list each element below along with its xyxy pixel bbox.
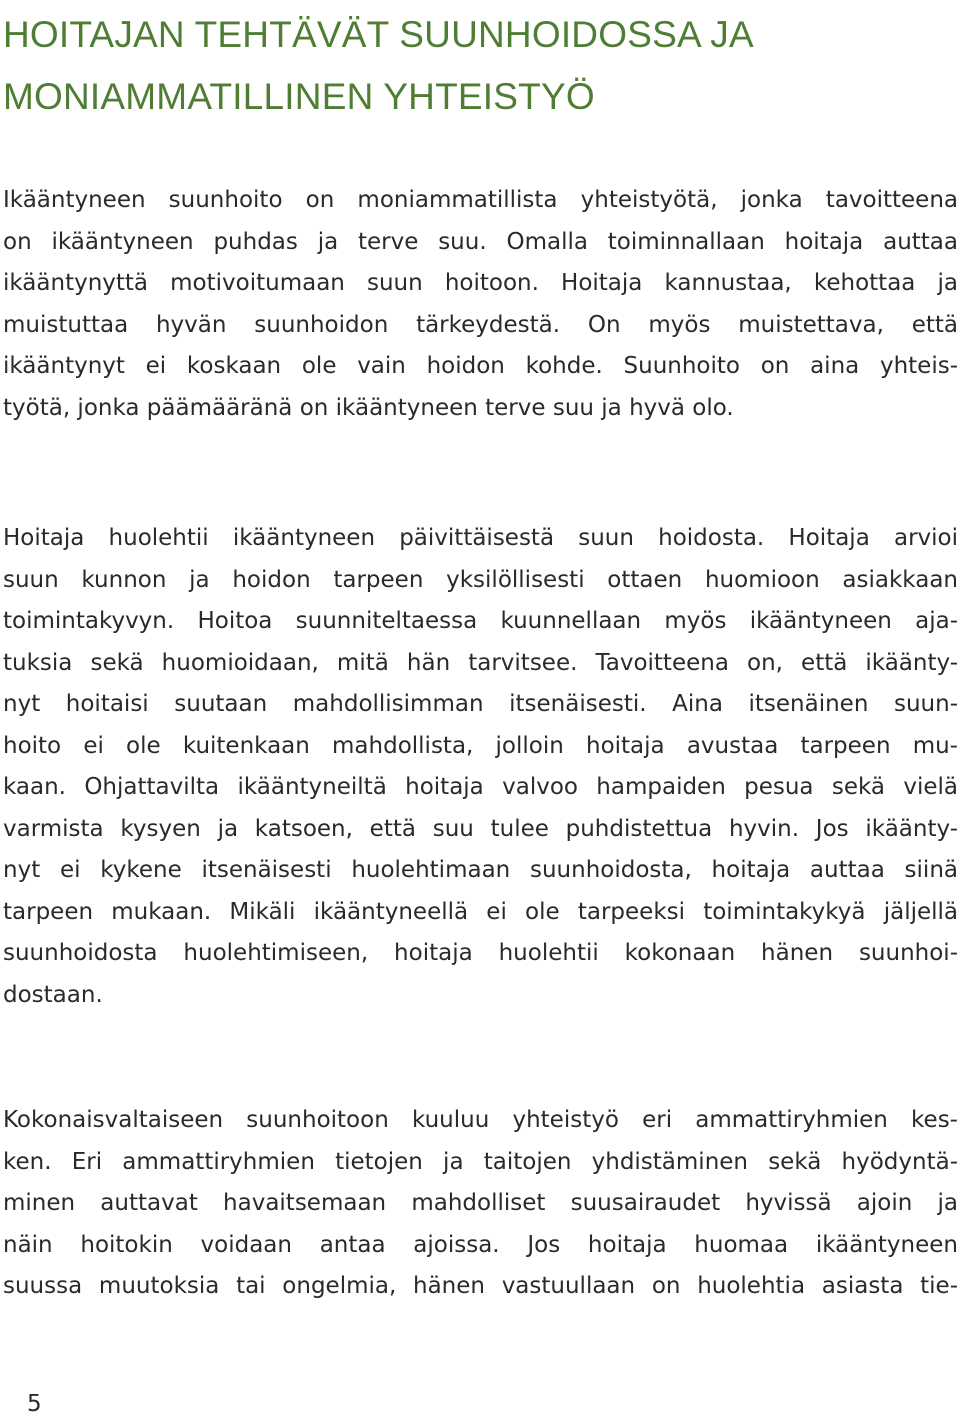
- text-line: Kokonaisvaltaiseen suunhoitoon kuuluu yhteistyö eri ammattiryhmien kes-: [3, 1107, 958, 1133]
- page-title: [3, 4, 943, 128]
- page-title-line-2: MONIAMMATILLINEN YHTEISTYÖ: [3, 76, 595, 117]
- page-number: 5: [27, 1391, 42, 1417]
- text-line: dostaan.: [3, 981, 103, 1008]
- text-line: tarpeen mukaan. Mikäli ikääntyneellä ei ole tarpeeksi toimintakykyä jäljellä: [3, 898, 958, 925]
- paragraph-intro: [3, 180, 958, 429]
- text-line: näin hoitokin voidaan antaa ajoissa. Jos hoitaja huomaa ikääntyneen: [3, 1231, 958, 1258]
- paragraph-collaboration: [3, 1100, 958, 1308]
- text-line: toimintakyvyn. Hoitoa suunniteltaessa kuunnellaan myös ikääntyneen aja-: [3, 608, 958, 634]
- text-line: varmista kysyen ja katsoen, että suu tulee puhdistettua hyvin. Jos ikäänty-: [3, 815, 958, 842]
- text-line: hoito ei ole kuitenkaan mahdollista, jolloin hoitaja avustaa tarpeen mu-: [3, 732, 958, 759]
- text-line: ken. Eri ammattiryhmien tietojen ja taitojen yhdistäminen sekä hyödyntä-: [3, 1148, 958, 1175]
- page-title-line-1: HOITAJAN TEHTÄVÄT SUUNHOIDOSSA JA: [3, 14, 754, 55]
- text-line: nyt ei kykene itsenäisesti huolehtimaan suunhoidosta, hoitaja auttaa siinä: [3, 857, 958, 883]
- text-line: suun kunnon ja hoidon tarpeen yksilöllisesti ottaen huomioon asiakkaan: [3, 566, 958, 593]
- text-line: ikääntynyt ei koskaan ole vain hoidon kohde. Suunhoito on aina yhteis-: [3, 353, 958, 379]
- text-line: muistuttaa hyvän suunhoidon tärkeydestä. On myös muistettava, että: [3, 311, 958, 338]
- text-line: Hoitaja huolehtii ikääntyneen päivittäisestä suun hoidosta. Hoitaja arvioi: [3, 525, 958, 551]
- text-line: työtä, jonka päämääränä on ikääntyneen terve suu ja hyvä olo.: [3, 394, 734, 421]
- text-line: on ikääntyneen puhdas ja terve suu. Omalla toiminnallaan hoitaja auttaa: [3, 228, 958, 255]
- text-line: suussa muutoksia tai ongelmia, hänen vastuullaan on huolehtia asiasta tie-: [3, 1273, 958, 1299]
- text-line: ikääntynyttä motivoitumaan suun hoitoon. Hoitaja kannustaa, kehottaa ja: [3, 270, 958, 296]
- text-line: kaan. Ohjattavilta ikääntyneiltä hoitaja valvoo hampaiden pesua sekä vielä: [3, 774, 958, 800]
- paragraph-daily-care: [3, 518, 958, 1016]
- text-line: Ikääntyneen suunhoito on moniammatillista yhteistyötä, jonka tavoitteena: [3, 187, 958, 213]
- text-line: nyt hoitaisi suutaan mahdollisimman itsenäisesti. Aina itsenäinen suun-: [3, 691, 958, 717]
- text-line: suunhoidosta huolehtimiseen, hoitaja huolehtii kokonaan hänen suunhoi-: [3, 940, 958, 966]
- text-line: tuksia sekä huomioidaan, mitä hän tarvitsee. Tavoitteena on, että ikäänty-: [3, 649, 958, 676]
- text-line: minen auttavat havaitsemaan mahdolliset suusairaudet hyvissä ajoin ja: [3, 1190, 958, 1216]
